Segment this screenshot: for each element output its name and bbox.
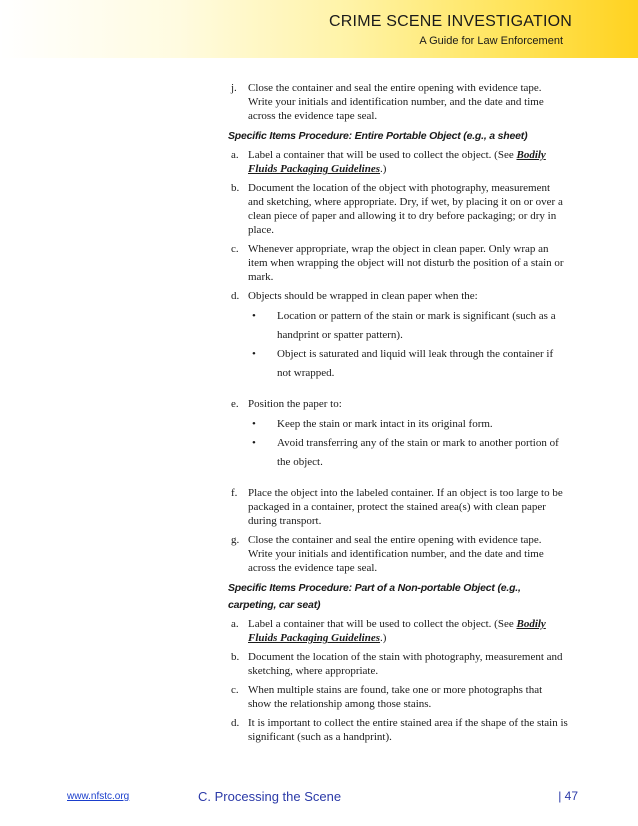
- bullet-item: • Location or pattern of the stain or mark is significant (such as a handprint or spatter pattern).: [248, 307, 568, 345]
- list-item: [228, 242, 568, 284]
- list-item: [228, 181, 568, 237]
- section-heading-entire-portable: Specific Items Procedure: Entire Portable Object (e.g., a sheet): [228, 130, 528, 142]
- list-text: Close the container and seal the entire opening with evidence tape. Write your initials and identification number, and the date and time across the evidence tape seal.: [248, 534, 544, 574]
- list-marker: d.: [231, 717, 240, 729]
- list-marker: b.: [231, 651, 240, 663]
- page-content: [228, 81, 568, 749]
- list-text: Position the paper to:: [248, 398, 342, 410]
- list-item: [228, 533, 568, 575]
- list-text: Document the location of the stain with photography, measurement and sketching, where appropriate.: [248, 651, 563, 677]
- list-item: [228, 617, 568, 645]
- bullet-icon: •: [252, 310, 256, 322]
- list-item: [228, 486, 568, 528]
- list-text-suffix: .): [380, 632, 387, 644]
- list-text: Document the location of the object with photography, measurement and sketching, where appropriate. Dry, if wet, by placing it on or over a clean piece of paper and allowing it to dry before packaging; or dry in place.: [248, 182, 563, 236]
- list-marker: g.: [231, 534, 240, 546]
- list-item: [228, 289, 568, 383]
- list-text-suffix: .): [380, 163, 387, 175]
- list-marker: d.: [231, 290, 240, 302]
- list-text: Whenever appropriate, wrap the object in clean paper. Only wrap an item when wrapping the object will not disturb the position of a stain or mark.: [248, 243, 564, 283]
- list-marker: j.: [231, 82, 237, 94]
- section-heading-non-portable: Specific Items Procedure: Part of a Non-portable Object (e.g., carpeting, car seat): [228, 582, 521, 611]
- page-number: | 47: [558, 789, 578, 803]
- list-text: Label a container that will be used to collect the object. (See: [248, 149, 514, 161]
- list-marker: a.: [231, 618, 239, 630]
- document-title: CRIME SCENE INVESTIGATION: [329, 13, 572, 30]
- bullet-icon: •: [252, 437, 256, 449]
- bullet-icon: •: [252, 348, 256, 360]
- list-marker: b.: [231, 182, 240, 194]
- list-item: [228, 650, 568, 678]
- list-text: It is important to collect the entire stained area if the shape of the stain is significant (such as a handprint).: [248, 717, 568, 743]
- list-item: [228, 683, 568, 711]
- document-subtitle: A Guide for Law Enforcement: [419, 35, 563, 47]
- bullet-list: [248, 415, 568, 472]
- bullet-item: • Avoid transferring any of the stain or mark to another portion of the object.: [248, 434, 568, 472]
- list-marker: c.: [231, 243, 239, 255]
- list-text: Objects should be wrapped in clean paper when the:: [248, 290, 478, 302]
- list-text: Label a container that will be used to collect the object. (See: [248, 618, 514, 630]
- list-marker: a.: [231, 149, 239, 161]
- bullet-icon: •: [252, 418, 256, 430]
- list-marker: e.: [231, 398, 239, 410]
- list-item: [228, 716, 568, 744]
- guidelines-link[interactable]: Bodily Fluids Packaging Guidelines: [248, 149, 546, 175]
- list-marker: c.: [231, 684, 239, 696]
- list-text: Close the container and seal the entire opening with evidence tape. Write your initials and identification number, and the date and time across the evidence tape seal.: [248, 82, 544, 122]
- footer-section-title: C. Processing the Scene: [198, 789, 342, 804]
- list-marker: f.: [231, 487, 238, 499]
- list-text: When multiple stains are found, take one or more photographs that show the relationship among those stains.: [248, 684, 543, 710]
- bullet-item: • Keep the stain or mark intact in its original form.: [248, 415, 568, 434]
- bullet-list: [248, 307, 568, 383]
- list-text: Place the object into the labeled container. If an object is too large to be packaged in a container, protect the stained area(s) with clean paper during transport.: [248, 487, 563, 527]
- list-item: [228, 148, 568, 176]
- list-item: [228, 397, 568, 472]
- footer-website-link[interactable]: www.nfstc.org: [67, 791, 130, 802]
- bullet-item: • Object is saturated and liquid will leak through the container if not wrapped.: [248, 345, 568, 383]
- guidelines-link[interactable]: Bodily Fluids Packaging Guidelines: [248, 618, 546, 644]
- list-item: [228, 81, 568, 123]
